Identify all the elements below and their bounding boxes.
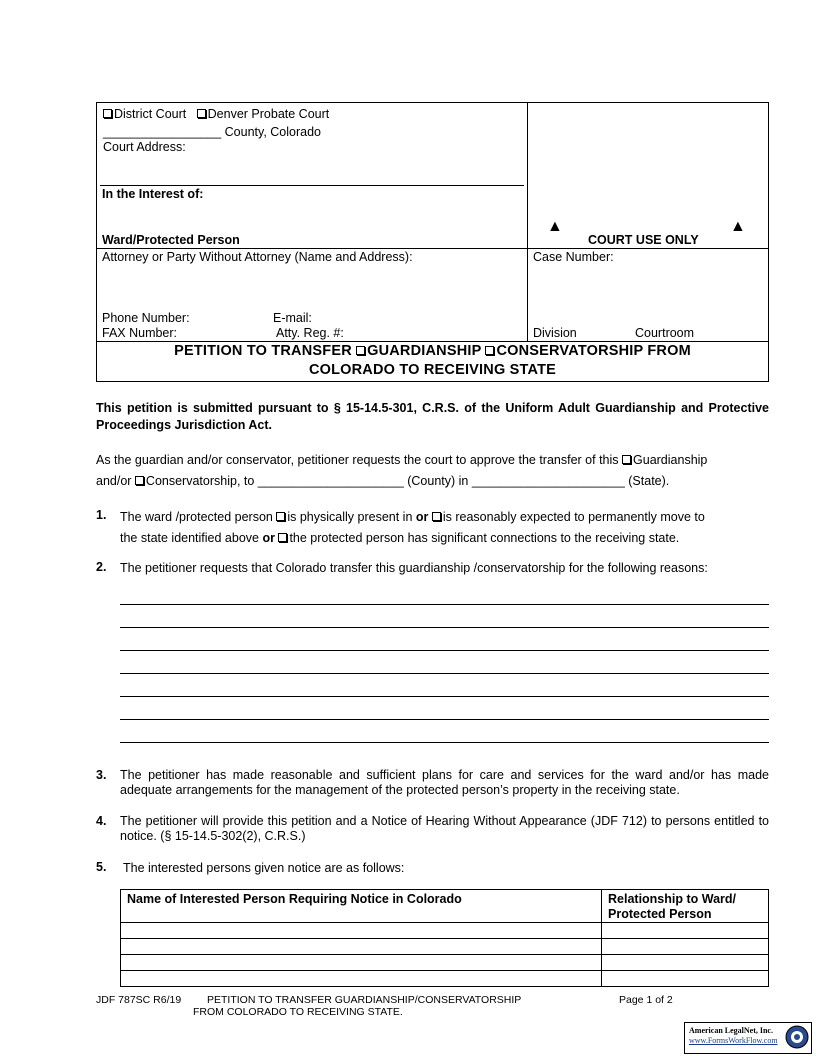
item-5-number: 5. — [96, 860, 107, 874]
significant-connections-checkbox[interactable] — [278, 533, 287, 542]
denver-probate-checkbox[interactable] — [197, 109, 206, 118]
table-row[interactable] — [121, 923, 769, 939]
court-address-label: Court Address: — [103, 140, 186, 154]
table-row[interactable] — [121, 939, 769, 955]
court-use-only: COURT USE ONLY — [588, 233, 699, 247]
item-1-text-a: The ward /protected person — [120, 510, 277, 524]
reason-line-6[interactable] — [120, 719, 769, 720]
district-court-label: District Court — [114, 107, 187, 121]
table-row[interactable] — [121, 971, 769, 987]
reason-line-1[interactable] — [120, 604, 769, 605]
division-label: Division — [533, 326, 577, 340]
courtroom-label: Courtroom — [635, 326, 695, 340]
page-title — [96, 342, 769, 380]
footer-page: Page 1 of 2 — [619, 994, 673, 1006]
request-conservatorship-checkbox[interactable] — [135, 476, 144, 485]
title-guardianship-checkbox[interactable] — [356, 346, 365, 355]
request-text-d: Conservatorship, to _____________________ (County) in ______________________ (State). — [145, 474, 670, 488]
item-3: The petitioner has made reasonable and sufficient plans for care and services for the ward and/or has made adequate arrangements for the management of the protected person’s property in the receiving state. — [120, 768, 769, 797]
caption-divider-1 — [96, 248, 769, 249]
notice-table — [120, 889, 769, 987]
title-line2: COLORADO TO RECEIVING STATE — [308, 362, 557, 378]
item-1-text-b: is physically present in — [287, 510, 416, 524]
title-part2: GUARDIANSHIP — [367, 343, 486, 359]
attorney-label: Attorney or Party Without Attorney (Name and Address): — [102, 250, 413, 264]
logo-line2: www.FormsWorkFlow.com — [689, 1036, 778, 1045]
title-part1: PETITION TO TRANSFER — [174, 343, 357, 359]
ward-label: Ward/Protected Person — [102, 233, 240, 247]
county-line: _________________ County, Colorado — [103, 125, 322, 139]
caption-divider-vertical — [527, 102, 528, 342]
request-guardianship-checkbox[interactable] — [622, 455, 631, 464]
footer-form-id: JDF 787SC R6/19 — [96, 994, 182, 1006]
footer-title-line1: PETITION TO TRANSFER GUARDIANSHIP/CONSERVATORSHIP — [207, 994, 522, 1006]
notice-col-relationship-line1: Relationship to Ward/ — [608, 892, 737, 906]
item-1-text-c: is reasonably expected to permanently move to — [442, 510, 705, 524]
item-3-number: 3. — [96, 768, 107, 782]
phone-label: Phone Number: — [102, 311, 190, 325]
triangle-left-icon: ▲ — [547, 218, 563, 235]
fax-label: FAX Number: — [102, 326, 178, 340]
item-4-number: 4. — [96, 814, 107, 828]
court-options — [103, 107, 329, 121]
notice-col-name: Name of Interested Person Requiring Notice in Colorado — [121, 890, 602, 923]
atty-reg-label: Atty. Reg. #: — [276, 326, 344, 340]
legalnet-logo — [684, 1022, 812, 1054]
notice-col-relationship-line2: Protected Person — [608, 907, 712, 921]
reason-line-4[interactable] — [120, 673, 769, 674]
email-label: E-mail: — [273, 311, 312, 325]
reason-line-7[interactable] — [120, 742, 769, 743]
request-text-b: Guardianship — [633, 453, 708, 467]
intro-paragraph: This petition is submitted pursuant to § 15-14.5-301, C.R.S. of the Uniform Adult Guardianship and Protective Proceedings Jurisdiction Act. — [96, 401, 769, 432]
item-1-or-1: or — [415, 510, 429, 524]
request-text-c: and/or — [96, 474, 135, 488]
title-part3: CONSERVATORSHIP FROM — [496, 343, 691, 359]
case-number-label: Case Number: — [533, 250, 614, 264]
item-1-text-e: the protected person has significant connections to the receiving state. — [289, 531, 680, 545]
item-1-number: 1. — [96, 508, 107, 522]
item-1-or-2: or — [262, 531, 275, 545]
item-2-number: 2. — [96, 560, 107, 574]
denver-probate-label: Denver Probate Court — [207, 107, 330, 121]
request-paragraph — [96, 450, 769, 492]
in-interest-label: In the Interest of: — [102, 187, 204, 201]
title-conservatorship-checkbox[interactable] — [485, 346, 494, 355]
reason-line-3[interactable] — [120, 650, 769, 651]
notice-col-relationship — [602, 890, 769, 923]
reason-line-5[interactable] — [120, 696, 769, 697]
district-court-checkbox[interactable] — [103, 109, 112, 118]
item-5: The interested persons given notice are as follows: — [123, 861, 405, 875]
item-1 — [120, 507, 769, 549]
physically-present-checkbox[interactable] — [276, 512, 285, 521]
table-row[interactable] — [121, 955, 769, 971]
notice-table-header — [121, 890, 769, 923]
triangle-right-icon: ▲ — [730, 218, 746, 235]
court-address-underline — [100, 185, 524, 186]
item-1-text-d: the state identified above — [120, 531, 263, 545]
item-4: The petitioner will provide this petition and a Notice of Hearing Without Appearance (JDF 712) to persons entitled to notice. (§ 15-14.5-302(2), C.R.S.) — [120, 814, 769, 843]
footer-title-line2: FROM COLORADO TO RECEIVING STATE. — [193, 1006, 403, 1018]
request-text-a: As the guardian and/or conservator, petitioner requests the court to approve the transfer of this — [96, 453, 623, 467]
globe-icon — [785, 1025, 809, 1049]
logo-line1: American LegalNet, Inc. — [689, 1026, 773, 1035]
item-2: The petitioner requests that Colorado transfer this guardianship /conservatorship for the following reasons: — [120, 561, 708, 575]
reason-line-2[interactable] — [120, 627, 769, 628]
expected-move-checkbox[interactable] — [432, 512, 441, 521]
